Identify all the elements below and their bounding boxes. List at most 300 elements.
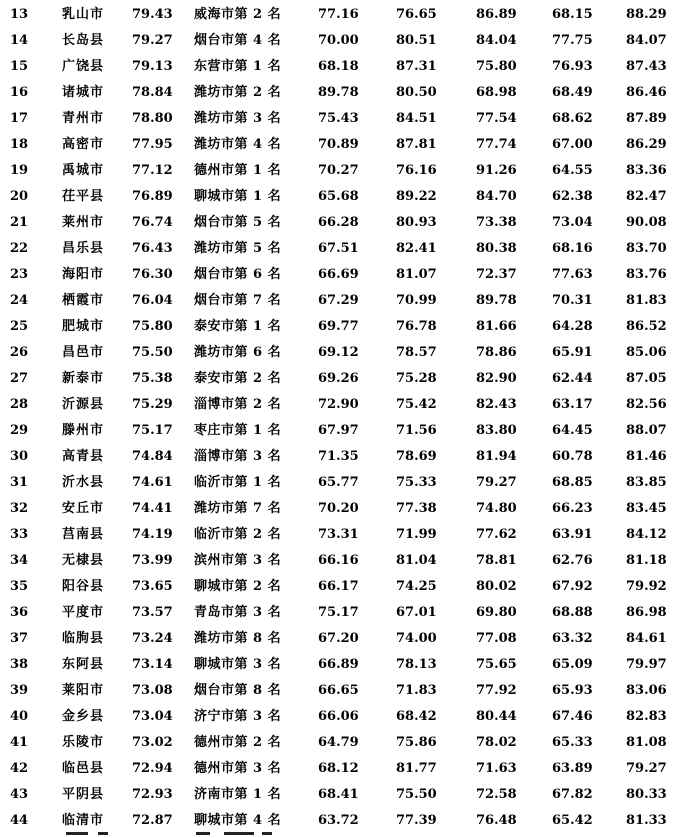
- indicator-1-cell: 68.18: [318, 59, 359, 74]
- county-name-cell: 乳山市: [62, 7, 105, 22]
- total-score-cell: 72.87: [132, 813, 173, 828]
- indicator-2-cell: 80.50: [396, 85, 437, 100]
- city-rank-cell: 聊城市第 3 名: [194, 657, 282, 672]
- city-rank-cell: 济南市第 1 名: [194, 787, 282, 802]
- table-row: [0, 80, 683, 106]
- indicator-1-cell: 75.17: [318, 605, 359, 620]
- total-score-cell: 73.24: [132, 631, 173, 646]
- indicator-5-cell: 82.56: [626, 397, 667, 412]
- city-rank-cell: 滨州市第 3 名: [194, 553, 282, 568]
- indicator-2-cell: 77.39: [396, 813, 437, 828]
- indicator-1-cell: 66.28: [318, 215, 359, 230]
- rank-cell: 42: [10, 761, 29, 776]
- indicator-1-cell: 64.79: [318, 735, 359, 750]
- indicator-5-cell: 81.08: [626, 735, 667, 750]
- indicator-5-cell: 86.98: [626, 605, 667, 620]
- indicator-1-cell: 77.16: [318, 7, 359, 22]
- county-name-cell: 栖霞市: [62, 293, 105, 308]
- rank-cell: 14: [10, 33, 29, 48]
- table-row: [0, 2, 683, 28]
- indicator-4-cell: 65.91: [552, 345, 593, 360]
- indicator-2-cell: 71.99: [396, 527, 437, 542]
- total-score-cell: 74.41: [132, 501, 173, 516]
- indicator-5-cell: 83.85: [626, 475, 667, 490]
- county-name-cell: 昌乐县: [62, 241, 105, 256]
- indicator-2-cell: 68.42: [396, 709, 437, 724]
- county-name-cell: 广饶县: [62, 59, 105, 74]
- indicator-4-cell: 65.33: [552, 735, 593, 750]
- indicator-2-cell: 78.69: [396, 449, 437, 464]
- rank-cell: 21: [10, 215, 29, 230]
- indicator-1-cell: 65.77: [318, 475, 359, 490]
- indicator-5-cell: 85.06: [626, 345, 667, 360]
- indicator-3-cell: 77.92: [476, 683, 517, 698]
- table-row: [0, 262, 683, 288]
- indicator-2-cell: 81.04: [396, 553, 437, 568]
- indicator-5-cell: 84.61: [626, 631, 667, 646]
- rank-cell: 35: [10, 579, 29, 594]
- total-score-cell: 79.43: [132, 7, 173, 22]
- indicator-5-cell: 86.52: [626, 319, 667, 334]
- indicator-2-cell: 71.83: [396, 683, 437, 698]
- indicator-4-cell: 68.62: [552, 111, 593, 126]
- indicator-3-cell: 78.81: [476, 553, 517, 568]
- indicator-3-cell: 83.80: [476, 423, 517, 438]
- indicator-5-cell: 86.46: [626, 85, 667, 100]
- rank-cell: 38: [10, 657, 29, 672]
- indicator-3-cell: 81.66: [476, 319, 517, 334]
- county-name-cell: 阳谷县: [62, 579, 105, 594]
- indicator-3-cell: 84.70: [476, 189, 517, 204]
- city-rank-cell: 临沂市第 1 名: [194, 475, 282, 490]
- table-row: [0, 652, 683, 678]
- indicator-3-cell: 75.80: [476, 59, 517, 74]
- rank-cell: 44: [10, 813, 29, 828]
- indicator-2-cell: 87.31: [396, 59, 437, 74]
- indicator-2-cell: 87.81: [396, 137, 437, 152]
- indicator-3-cell: 77.54: [476, 111, 517, 126]
- indicator-1-cell: 65.68: [318, 189, 359, 204]
- total-score-cell: 73.04: [132, 709, 173, 724]
- city-rank-cell: 潍坊市第 4 名: [194, 137, 282, 152]
- indicator-5-cell: 82.47: [626, 189, 667, 204]
- total-score-cell: 79.27: [132, 33, 173, 48]
- indicator-5-cell: 79.92: [626, 579, 667, 594]
- rank-cell: 23: [10, 267, 29, 282]
- city-rank-cell: 威海市第 2 名: [194, 7, 282, 22]
- total-score-cell: 73.08: [132, 683, 173, 698]
- indicator-1-cell: 70.27: [318, 163, 359, 178]
- city-rank-cell: 淄博市第 2 名: [194, 397, 282, 412]
- indicator-2-cell: 81.07: [396, 267, 437, 282]
- indicator-5-cell: 88.29: [626, 7, 667, 22]
- indicator-5-cell: 79.97: [626, 657, 667, 672]
- indicator-4-cell: 70.31: [552, 293, 593, 308]
- county-name-cell: 莱州市: [62, 215, 105, 230]
- city-rank-cell: 潍坊市第 3 名: [194, 111, 282, 126]
- city-rank-cell: 潍坊市第 8 名: [194, 631, 282, 646]
- rank-cell: 22: [10, 241, 29, 256]
- rank-cell: 17: [10, 111, 29, 126]
- indicator-1-cell: 66.65: [318, 683, 359, 698]
- rank-cell: 37: [10, 631, 29, 646]
- total-score-cell: 76.30: [132, 267, 173, 282]
- rank-cell: 33: [10, 527, 29, 542]
- indicator-5-cell: 80.33: [626, 787, 667, 802]
- table-row: [0, 496, 683, 522]
- county-name-cell: 茌平县: [62, 189, 105, 204]
- table-row: [0, 184, 683, 210]
- indicator-3-cell: 79.27: [476, 475, 517, 490]
- indicator-5-cell: 83.76: [626, 267, 667, 282]
- county-name-cell: 莒南县: [62, 527, 105, 542]
- total-score-cell: 74.19: [132, 527, 173, 542]
- county-name-cell: 海阳市: [62, 267, 105, 282]
- rank-cell: 20: [10, 189, 29, 204]
- table-row: [0, 782, 683, 808]
- rank-cell: 16: [10, 85, 29, 100]
- indicator-1-cell: 70.20: [318, 501, 359, 516]
- city-rank-cell: 聊城市第 4 名: [194, 813, 282, 828]
- city-rank-cell: 烟台市第 7 名: [194, 293, 282, 308]
- indicator-1-cell: 67.29: [318, 293, 359, 308]
- indicator-5-cell: 86.29: [626, 137, 667, 152]
- indicator-1-cell: 67.97: [318, 423, 359, 438]
- indicator-5-cell: 84.12: [626, 527, 667, 542]
- indicator-4-cell: 68.16: [552, 241, 593, 256]
- indicator-5-cell: 81.33: [626, 813, 667, 828]
- indicator-4-cell: 62.38: [552, 189, 593, 204]
- indicator-3-cell: 75.65: [476, 657, 517, 672]
- county-name-cell: 沂源县: [62, 397, 105, 412]
- indicator-4-cell: 67.82: [552, 787, 593, 802]
- rank-cell: 28: [10, 397, 29, 412]
- rank-cell: 13: [10, 7, 29, 22]
- total-score-cell: 75.80: [132, 319, 173, 334]
- indicator-2-cell: 75.33: [396, 475, 437, 490]
- indicator-2-cell: 75.42: [396, 397, 437, 412]
- table-row: [0, 106, 683, 132]
- county-name-cell: 高密市: [62, 137, 105, 152]
- indicator-4-cell: 63.17: [552, 397, 593, 412]
- rank-cell: 39: [10, 683, 29, 698]
- indicator-5-cell: 83.06: [626, 683, 667, 698]
- indicator-1-cell: 73.31: [318, 527, 359, 542]
- table-row: [0, 626, 683, 652]
- indicator-3-cell: 71.63: [476, 761, 517, 776]
- total-score-cell: 74.84: [132, 449, 173, 464]
- rank-cell: 32: [10, 501, 29, 516]
- table-row: [0, 470, 683, 496]
- city-rank-cell: 泰安市第 1 名: [194, 319, 282, 334]
- indicator-2-cell: 76.16: [396, 163, 437, 178]
- indicator-4-cell: 64.55: [552, 163, 593, 178]
- indicator-2-cell: 76.65: [396, 7, 437, 22]
- total-score-cell: 76.43: [132, 241, 173, 256]
- indicator-5-cell: 87.43: [626, 59, 667, 74]
- table-row: [0, 392, 683, 418]
- indicator-1-cell: 89.78: [318, 85, 359, 100]
- city-rank-cell: 潍坊市第 7 名: [194, 501, 282, 516]
- indicator-4-cell: 64.28: [552, 319, 593, 334]
- indicator-4-cell: 76.93: [552, 59, 593, 74]
- county-name-cell: 长岛县: [62, 33, 105, 48]
- table-row: [0, 574, 683, 600]
- indicator-3-cell: 80.38: [476, 241, 517, 256]
- total-score-cell: 76.74: [132, 215, 173, 230]
- city-rank-cell: 烟台市第 6 名: [194, 267, 282, 282]
- total-score-cell: 73.65: [132, 579, 173, 594]
- indicator-4-cell: 68.88: [552, 605, 593, 620]
- county-name-cell: 安丘市: [62, 501, 105, 516]
- table-row: [0, 418, 683, 444]
- rank-cell: 41: [10, 735, 29, 750]
- county-name-cell: 新泰市: [62, 371, 105, 386]
- indicator-3-cell: 78.86: [476, 345, 517, 360]
- indicator-3-cell: 89.78: [476, 293, 517, 308]
- county-name-cell: 诸城市: [62, 85, 105, 100]
- city-rank-cell: 潍坊市第 6 名: [194, 345, 282, 360]
- city-rank-cell: 东营市第 1 名: [194, 59, 282, 74]
- indicator-2-cell: 77.38: [396, 501, 437, 516]
- table-row: [0, 28, 683, 54]
- table-row: [0, 600, 683, 626]
- indicator-4-cell: 66.23: [552, 501, 593, 516]
- table-row: [0, 522, 683, 548]
- indicator-2-cell: 78.57: [396, 345, 437, 360]
- total-score-cell: 74.61: [132, 475, 173, 490]
- county-name-cell: 金乡县: [62, 709, 105, 724]
- county-name-cell: 无棣县: [62, 553, 105, 568]
- indicator-2-cell: 80.51: [396, 33, 437, 48]
- rank-cell: 36: [10, 605, 29, 620]
- city-rank-cell: 德州市第 1 名: [194, 163, 282, 178]
- indicator-2-cell: 84.51: [396, 111, 437, 126]
- total-score-cell: 73.99: [132, 553, 173, 568]
- county-name-cell: 东阿县: [62, 657, 105, 672]
- table-row: [0, 288, 683, 314]
- indicator-4-cell: 68.49: [552, 85, 593, 100]
- table-row: [0, 704, 683, 730]
- indicator-4-cell: 67.92: [552, 579, 593, 594]
- indicator-4-cell: 62.76: [552, 553, 593, 568]
- table-row: [0, 314, 683, 340]
- indicator-1-cell: 67.20: [318, 631, 359, 646]
- indicator-2-cell: 76.78: [396, 319, 437, 334]
- indicator-4-cell: 67.00: [552, 137, 593, 152]
- county-name-cell: 青州市: [62, 111, 105, 126]
- indicator-4-cell: 62.44: [552, 371, 593, 386]
- indicator-1-cell: 69.26: [318, 371, 359, 386]
- indicator-3-cell: 76.48: [476, 813, 517, 828]
- table-row: [0, 678, 683, 704]
- total-score-cell: 75.50: [132, 345, 173, 360]
- indicator-4-cell: 67.46: [552, 709, 593, 724]
- indicator-3-cell: 78.02: [476, 735, 517, 750]
- table-row: [0, 158, 683, 184]
- rank-cell: 40: [10, 709, 29, 724]
- county-name-cell: 滕州市: [62, 423, 105, 438]
- county-name-cell: 临朐县: [62, 631, 105, 646]
- indicator-3-cell: 86.89: [476, 7, 517, 22]
- rank-cell: 19: [10, 163, 29, 178]
- indicator-2-cell: 75.28: [396, 371, 437, 386]
- indicator-2-cell: 74.00: [396, 631, 437, 646]
- county-name-cell: 乐陵市: [62, 735, 105, 750]
- indicator-1-cell: 69.12: [318, 345, 359, 360]
- city-rank-cell: 淄博市第 3 名: [194, 449, 282, 464]
- county-name-cell: 莱阳市: [62, 683, 105, 698]
- indicator-3-cell: 77.08: [476, 631, 517, 646]
- indicator-4-cell: 60.78: [552, 449, 593, 464]
- indicator-1-cell: 70.89: [318, 137, 359, 152]
- indicator-4-cell: 65.42: [552, 813, 593, 828]
- indicator-1-cell: 70.00: [318, 33, 359, 48]
- rank-cell: 29: [10, 423, 29, 438]
- indicator-4-cell: 77.63: [552, 267, 593, 282]
- indicator-3-cell: 72.58: [476, 787, 517, 802]
- table-row: [0, 756, 683, 782]
- county-name-cell: 临清市: [62, 813, 105, 828]
- city-rank-cell: 潍坊市第 2 名: [194, 85, 282, 100]
- indicator-1-cell: 67.51: [318, 241, 359, 256]
- table-row: [0, 132, 683, 158]
- rank-cell: 18: [10, 137, 29, 152]
- indicator-3-cell: 82.90: [476, 371, 517, 386]
- city-rank-cell: 烟台市第 4 名: [194, 33, 282, 48]
- indicator-4-cell: 68.15: [552, 7, 593, 22]
- indicator-5-cell: 90.08: [626, 215, 667, 230]
- table-row: [0, 210, 683, 236]
- total-score-cell: 79.13: [132, 59, 173, 74]
- city-rank-cell: 济宁市第 3 名: [194, 709, 282, 724]
- indicator-1-cell: 68.41: [318, 787, 359, 802]
- total-score-cell: 77.12: [132, 163, 173, 178]
- table-body: [0, 2, 683, 834]
- city-rank-cell: 德州市第 3 名: [194, 761, 282, 776]
- county-name-cell: 沂水县: [62, 475, 105, 490]
- indicator-5-cell: 81.18: [626, 553, 667, 568]
- county-name-cell: 平度市: [62, 605, 105, 620]
- indicator-5-cell: 81.83: [626, 293, 667, 308]
- rank-cell: 34: [10, 553, 29, 568]
- indicator-5-cell: 88.07: [626, 423, 667, 438]
- indicator-2-cell: 75.50: [396, 787, 437, 802]
- total-score-cell: 78.84: [132, 85, 173, 100]
- indicator-5-cell: 83.45: [626, 501, 667, 516]
- indicator-5-cell: 87.05: [626, 371, 667, 386]
- total-score-cell: 75.29: [132, 397, 173, 412]
- indicator-5-cell: 83.70: [626, 241, 667, 256]
- indicator-4-cell: 73.04: [552, 215, 593, 230]
- rank-cell: 27: [10, 371, 29, 386]
- indicator-1-cell: 66.69: [318, 267, 359, 282]
- county-name-cell: 平阴县: [62, 787, 105, 802]
- table-row: [0, 54, 683, 80]
- indicator-1-cell: 66.17: [318, 579, 359, 594]
- indicator-1-cell: 66.16: [318, 553, 359, 568]
- rank-cell: 24: [10, 293, 29, 308]
- indicator-5-cell: 81.46: [626, 449, 667, 464]
- indicator-2-cell: 81.77: [396, 761, 437, 776]
- indicator-2-cell: 89.22: [396, 189, 437, 204]
- city-rank-cell: 聊城市第 2 名: [194, 579, 282, 594]
- rank-cell: 25: [10, 319, 29, 334]
- city-rank-cell: 泰安市第 2 名: [194, 371, 282, 386]
- indicator-4-cell: 63.32: [552, 631, 593, 646]
- total-score-cell: 76.04: [132, 293, 173, 308]
- indicator-3-cell: 80.02: [476, 579, 517, 594]
- indicator-1-cell: 66.89: [318, 657, 359, 672]
- indicator-2-cell: 82.41: [396, 241, 437, 256]
- indicator-3-cell: 74.80: [476, 501, 517, 516]
- indicator-3-cell: 77.74: [476, 137, 517, 152]
- indicator-1-cell: 68.12: [318, 761, 359, 776]
- table-row: [0, 808, 683, 834]
- city-rank-cell: 烟台市第 8 名: [194, 683, 282, 698]
- city-rank-cell: 临沂市第 2 名: [194, 527, 282, 542]
- indicator-3-cell: 77.62: [476, 527, 517, 542]
- total-score-cell: 73.57: [132, 605, 173, 620]
- indicator-3-cell: 80.44: [476, 709, 517, 724]
- indicator-4-cell: 65.09: [552, 657, 593, 672]
- indicator-1-cell: 75.43: [318, 111, 359, 126]
- cropped-next-row: [0, 832, 683, 838]
- indicator-2-cell: 78.13: [396, 657, 437, 672]
- indicator-5-cell: 79.27: [626, 761, 667, 776]
- indicator-5-cell: 83.36: [626, 163, 667, 178]
- indicator-3-cell: 84.04: [476, 33, 517, 48]
- city-rank-cell: 聊城市第 1 名: [194, 189, 282, 204]
- city-rank-cell: 青岛市第 3 名: [194, 605, 282, 620]
- indicator-5-cell: 87.89: [626, 111, 667, 126]
- indicator-1-cell: 69.77: [318, 319, 359, 334]
- indicator-2-cell: 80.93: [396, 215, 437, 230]
- indicator-1-cell: 72.90: [318, 397, 359, 412]
- county-name-cell: 高青县: [62, 449, 105, 464]
- table-row: [0, 730, 683, 756]
- indicator-1-cell: 63.72: [318, 813, 359, 828]
- county-name-cell: 肥城市: [62, 319, 105, 334]
- indicator-4-cell: 63.89: [552, 761, 593, 776]
- total-score-cell: 73.02: [132, 735, 173, 750]
- total-score-cell: 75.17: [132, 423, 173, 438]
- rank-cell: 30: [10, 449, 29, 464]
- indicator-3-cell: 82.43: [476, 397, 517, 412]
- indicator-3-cell: 68.98: [476, 85, 517, 100]
- indicator-4-cell: 68.85: [552, 475, 593, 490]
- rank-cell: 31: [10, 475, 29, 490]
- indicator-4-cell: 64.45: [552, 423, 593, 438]
- indicator-1-cell: 71.35: [318, 449, 359, 464]
- rank-cell: 43: [10, 787, 29, 802]
- city-rank-cell: 德州市第 2 名: [194, 735, 282, 750]
- rank-cell: 15: [10, 59, 29, 74]
- table-row: [0, 366, 683, 392]
- indicator-4-cell: 63.91: [552, 527, 593, 542]
- city-rank-cell: 烟台市第 5 名: [194, 215, 282, 230]
- rank-cell: 26: [10, 345, 29, 360]
- indicator-3-cell: 73.38: [476, 215, 517, 230]
- total-score-cell: 78.80: [132, 111, 173, 126]
- indicator-3-cell: 72.37: [476, 267, 517, 282]
- indicator-5-cell: 84.07: [626, 33, 667, 48]
- total-score-cell: 72.93: [132, 787, 173, 802]
- total-score-cell: 76.89: [132, 189, 173, 204]
- city-rank-cell: 潍坊市第 5 名: [194, 241, 282, 256]
- total-score-cell: 73.14: [132, 657, 173, 672]
- county-name-cell: 昌邑市: [62, 345, 105, 360]
